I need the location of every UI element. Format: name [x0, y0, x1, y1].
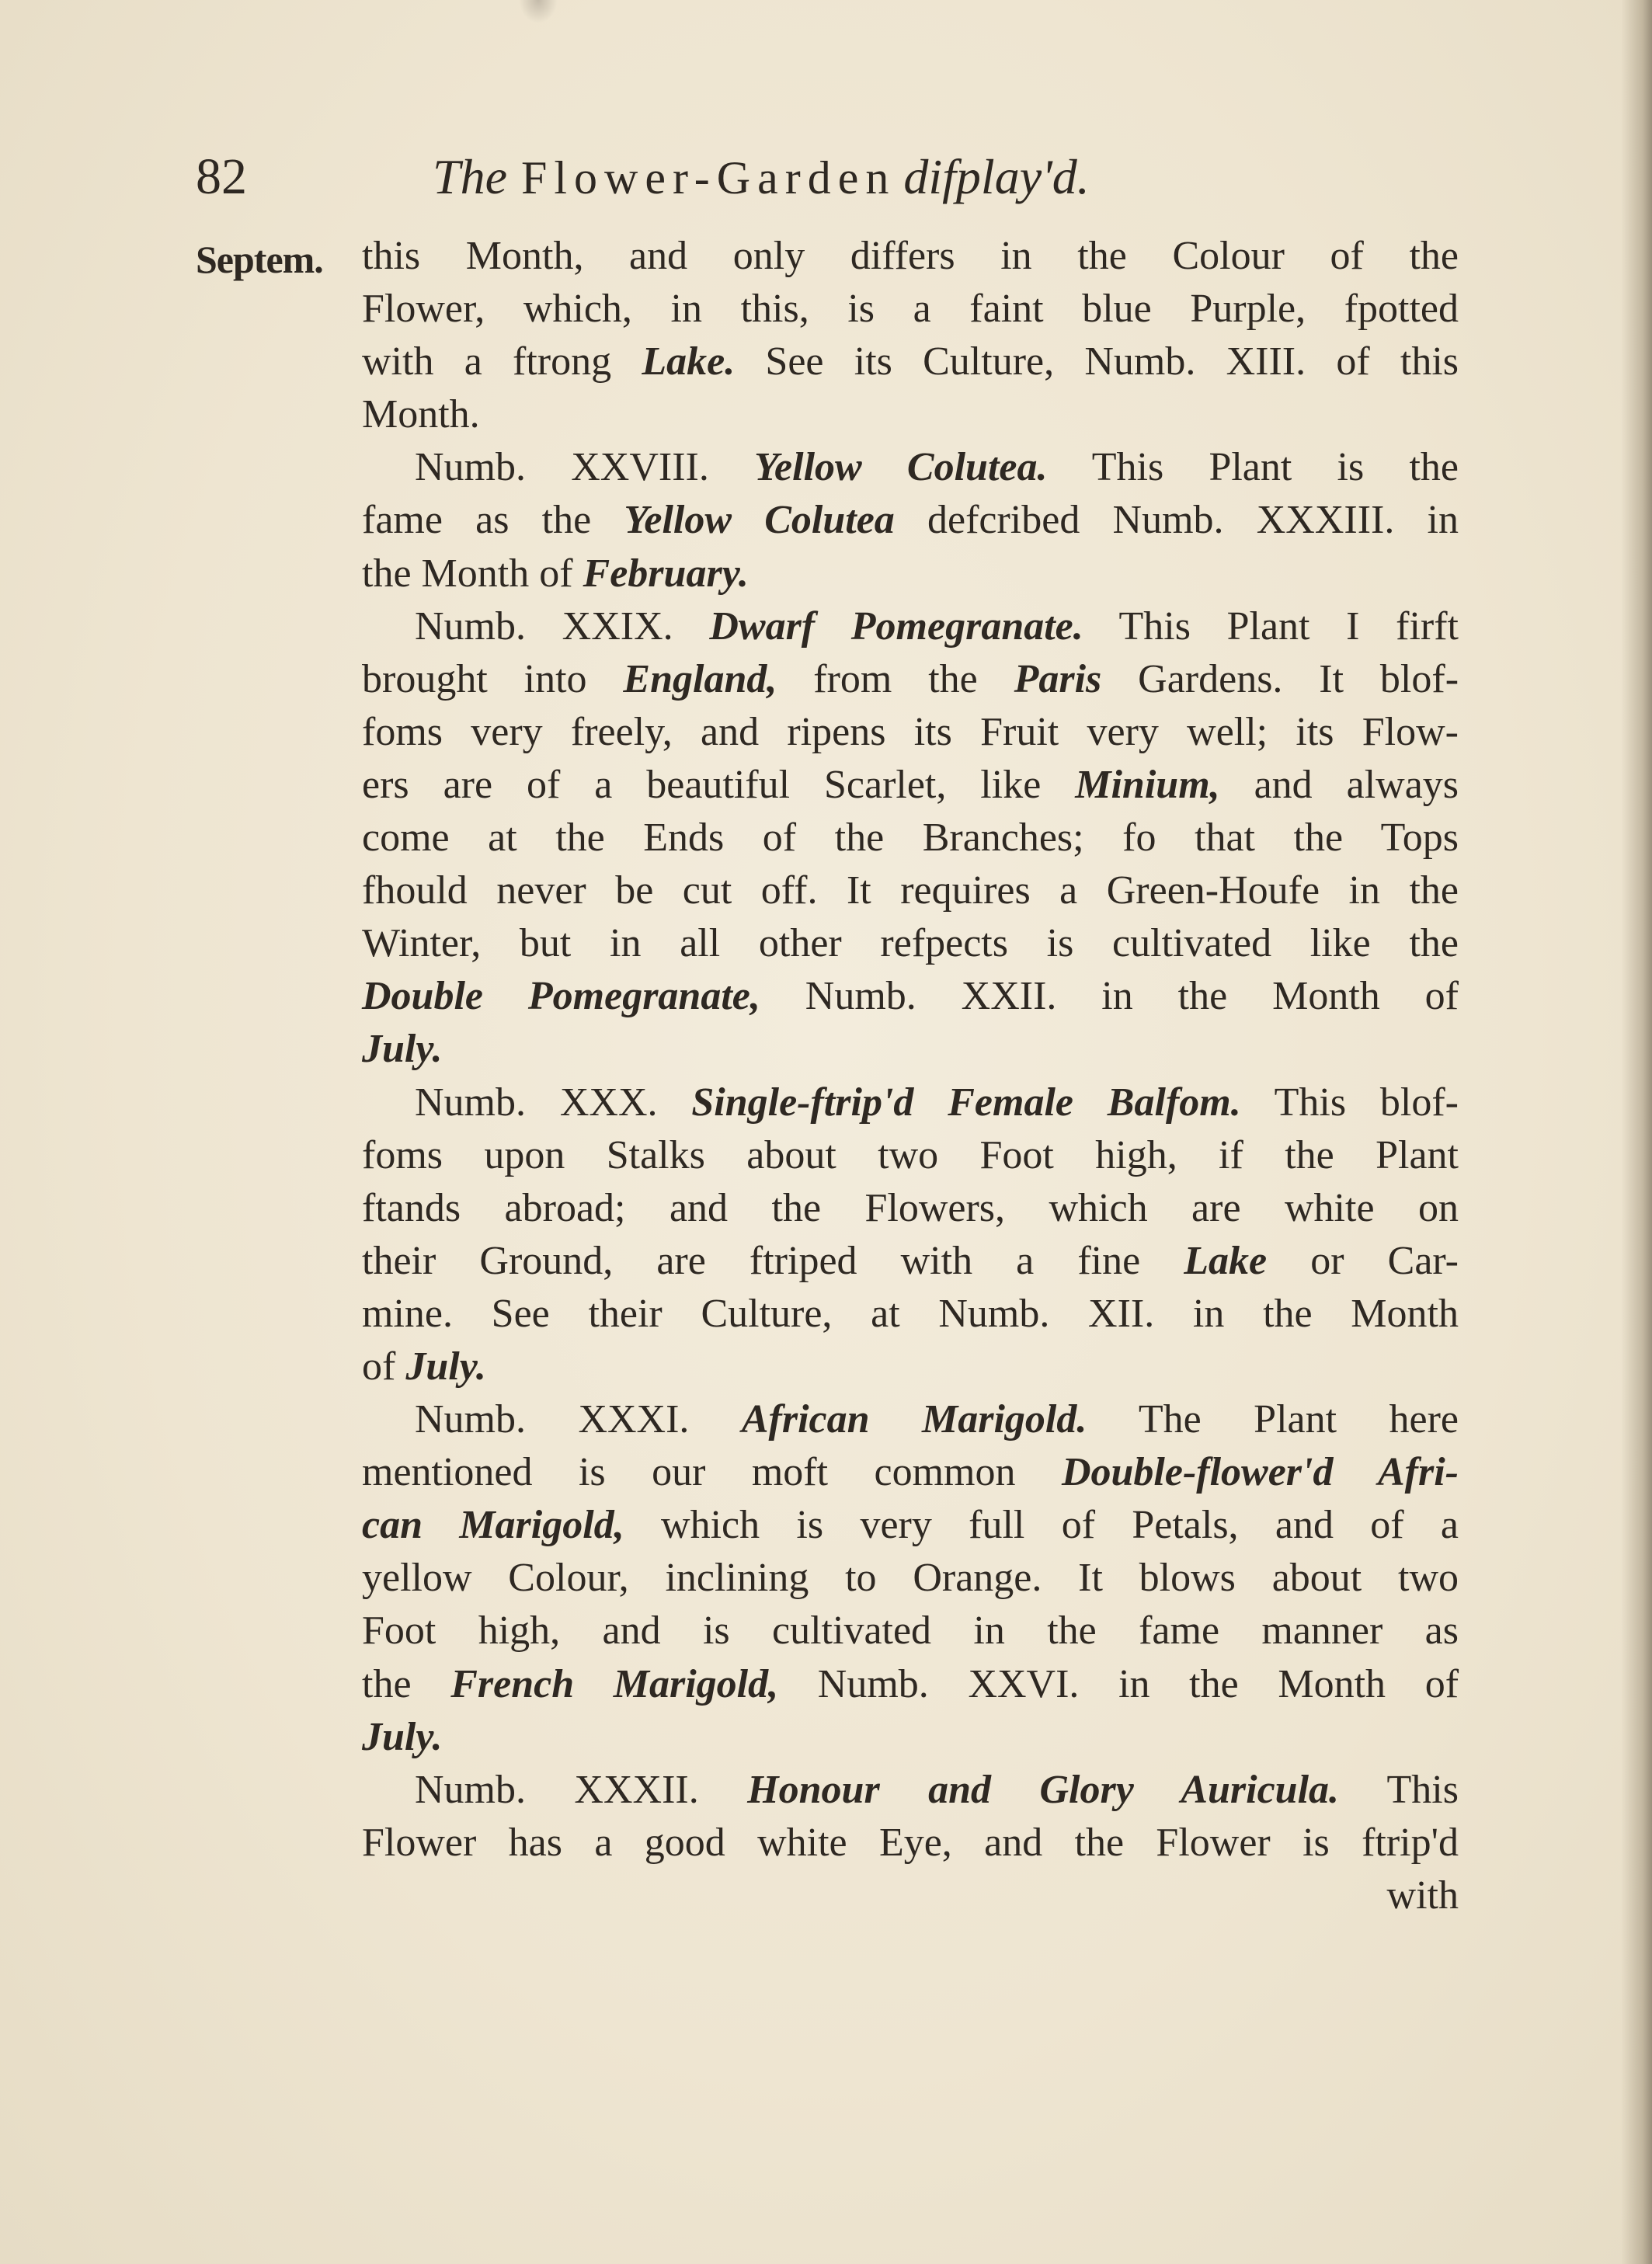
text-line	[362, 917, 1459, 970]
text-run: Flower has a good white Eye, and the Flower is ftrip'd	[362, 1820, 1459, 1865]
text-run: Numb. XXX.	[415, 1080, 692, 1125]
italic-text: Double Pomegranate,	[362, 974, 760, 1019]
text-run: with	[1386, 1873, 1459, 1918]
running-title	[433, 146, 1090, 209]
gutter-shadow	[1621, 0, 1652, 2264]
text-run: Flower, which, in this, is a faint blue Purple, fpotted	[362, 287, 1459, 332]
text-run: See its Culture, Numb. XIII. of this	[735, 339, 1459, 384]
text-run: Numb. XXII. in the Month of	[760, 974, 1459, 1019]
text-line	[362, 336, 1459, 388]
text-line	[362, 1711, 1459, 1764]
text-line	[362, 1446, 1459, 1499]
text-run: fhould never be cut off. It requires a Green-Houfe in the	[362, 868, 1459, 913]
text-line	[362, 1288, 1459, 1341]
text-run: of	[362, 1344, 406, 1389]
text-line	[362, 494, 1459, 547]
text-run: and always	[1219, 762, 1459, 807]
italic-text: Single-ftrip'd Female Balfom.	[691, 1080, 1241, 1125]
text-line	[362, 1605, 1459, 1657]
text-run: mentioned is our moft common	[362, 1450, 1062, 1495]
text-run: foms very freely, and ripens its Fruit very well; its Flow-	[362, 709, 1459, 754]
italic-text: Dwarf Pomegranate.	[709, 603, 1083, 649]
italic-text: England,	[623, 656, 777, 701]
text-run: which is very full of Petals, and of a	[624, 1503, 1459, 1548]
text-run: Gardens. It blof-	[1101, 656, 1459, 701]
text-line	[362, 1552, 1459, 1605]
running-title-article: The	[433, 149, 507, 204]
text-run: This Plant is the	[1047, 445, 1459, 490]
text-line	[362, 970, 1459, 1023]
text-run: fame as the	[362, 498, 624, 543]
text-line	[362, 548, 1459, 600]
text-run: Foot high, and is cultivated in the fame manner as	[362, 1608, 1459, 1654]
running-title-tail: difplay'd.	[903, 149, 1090, 204]
text-run: yellow Colour, inclining to Orange. It blows about two	[362, 1556, 1459, 1601]
text-run: Numb. XXVIII.	[415, 445, 755, 490]
text-run: Month.	[362, 392, 480, 437]
text-line	[362, 1341, 1459, 1393]
ink-smudge	[519, 0, 558, 23]
text-line	[362, 441, 1459, 494]
text-run: or Car-	[1267, 1238, 1459, 1283]
text-run: Winter, but in all other refpects is cultivated like the	[362, 921, 1459, 966]
text-line	[362, 812, 1459, 864]
text-line	[362, 1658, 1459, 1711]
text-line	[362, 759, 1459, 812]
text-run: Numb. XXXI.	[415, 1397, 742, 1442]
italic-text: Lake.	[642, 339, 736, 384]
text-line	[362, 1393, 1459, 1446]
text-run: from the	[777, 656, 1014, 701]
running-header	[196, 146, 1454, 208]
text-run: this Month, and only differs in the Colour of the	[362, 234, 1459, 278]
text-run: This	[1339, 1767, 1459, 1812]
text-run: foms upon Stalks about two Foot high, if the Plant	[362, 1132, 1459, 1177]
text-line	[362, 706, 1459, 759]
text-run: Numb. XXVI. in the Month of	[778, 1661, 1459, 1706]
text-line	[362, 1817, 1459, 1869]
text-run: The Plant here	[1087, 1397, 1459, 1442]
page-number: 82	[196, 148, 247, 205]
text-run: the	[362, 1661, 451, 1706]
italic-text: Paris	[1014, 656, 1102, 701]
text-line	[362, 600, 1459, 653]
text-run: brought into	[362, 656, 624, 701]
italic-text: Honour and Glory Auricula.	[747, 1767, 1340, 1812]
text-run: with a ftrong	[362, 339, 642, 384]
text-line	[362, 388, 1459, 441]
text-line	[362, 653, 1459, 706]
text-run: mine. See their Culture, at Numb. XII. in the Month	[362, 1291, 1459, 1336]
text-run: This Plant I firft	[1083, 603, 1459, 649]
text-run: come at the Ends of the Branches; fo that the Tops	[362, 816, 1459, 861]
italic-text: Minium,	[1075, 762, 1220, 807]
text-line	[362, 283, 1459, 336]
text-line	[362, 1869, 1459, 1922]
text-line	[362, 1182, 1459, 1235]
text-run: their Ground, are ftriped with a fine	[362, 1238, 1184, 1283]
italic-text: July.	[362, 1714, 443, 1759]
text-run: defcribed Numb. XXXIII. in	[894, 498, 1459, 543]
text-run: ers are of a beautiful Scarlet, like	[362, 762, 1076, 807]
text-line	[362, 864, 1459, 917]
text-run: Numb. XXXII.	[415, 1767, 748, 1812]
text-run: This blof-	[1240, 1080, 1459, 1125]
text-run: Numb. XXIX.	[415, 603, 710, 649]
margin-note-month: Septem.	[196, 238, 323, 281]
text-line	[362, 1023, 1459, 1076]
italic-text: Yellow Colutea	[624, 498, 895, 543]
text-line	[362, 1129, 1459, 1182]
italic-text: July.	[362, 1027, 443, 1072]
text-run: ftands abroad; and the Flowers, which are white on	[362, 1185, 1459, 1230]
italic-text: February.	[583, 551, 749, 596]
italic-text: July.	[405, 1344, 486, 1389]
text-line	[362, 1076, 1459, 1129]
italic-text: Lake	[1184, 1238, 1268, 1283]
italic-text: Yellow Colutea.	[754, 445, 1048, 490]
running-title-main: Flower-Garden	[521, 152, 896, 203]
italic-text: African Marigold.	[741, 1397, 1087, 1442]
body-text	[362, 230, 1459, 1922]
text-line	[362, 1499, 1459, 1552]
text-run: the Month of	[362, 551, 583, 596]
italic-text: French Marigold,	[450, 1661, 779, 1706]
italic-text: Double-flower'd Afri-	[1061, 1450, 1459, 1495]
text-line	[362, 1764, 1459, 1817]
text-line	[362, 230, 1459, 283]
text-line	[362, 1235, 1459, 1288]
italic-text: can Marigold,	[362, 1503, 624, 1548]
